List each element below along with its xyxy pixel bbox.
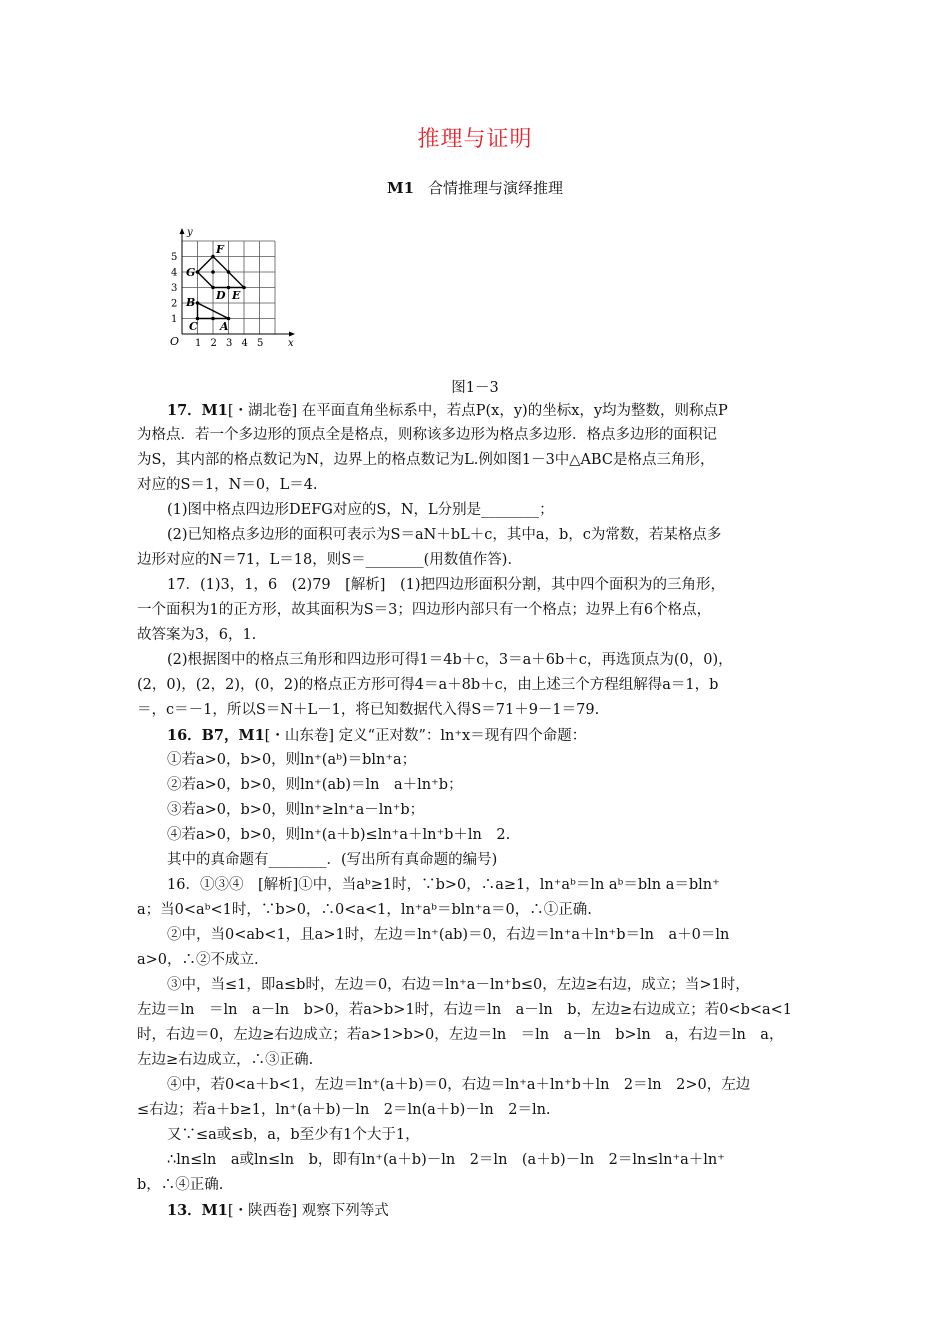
- point-label-e: E: [232, 289, 241, 302]
- point-label-f: F: [216, 243, 224, 256]
- lattice-figure: [164, 222, 304, 352]
- text-line: [137, 1023, 817, 1048]
- line-text: ③中，当≤1，即a≤b时，左边＝0，右边＝ln⁺a－ln⁺b≤0，左边≥右边，成立；当>1时，: [167, 977, 750, 993]
- text-line: [137, 748, 817, 773]
- text-line: [137, 1123, 817, 1148]
- text-line: [137, 898, 817, 923]
- line-text: 为格点．若一个多边形的顶点全是格点，则称该多边形为格点多边形．格点多边形的面积记: [137, 427, 717, 443]
- line-text: (2，0)，(2，2)，(0，2)的格点正方形可得4＝a＋8b＋c，由上述三个方程组解得a＝1，b: [137, 677, 719, 693]
- figure-caption: 图1－3: [451, 380, 499, 396]
- text-line: [137, 1073, 817, 1098]
- text-line: [137, 573, 817, 598]
- x-axis-arrow: [289, 332, 295, 337]
- line-text: ①若a>0，b>0，则ln⁺(aᵇ)＝bln⁺a；: [167, 752, 417, 768]
- text-line: [137, 723, 817, 748]
- line-text: a>0，∴②不成立.: [137, 952, 259, 968]
- text-line: [137, 523, 817, 548]
- text-line: [137, 698, 817, 723]
- text-line: [137, 448, 817, 473]
- x-tick-4: 4: [241, 338, 248, 349]
- line-text: (1)图中格点四边形DEFG对应的S，N，L分别是________；: [167, 502, 554, 518]
- y-tick-5: 5: [171, 252, 178, 263]
- line-text: 左边≥右边成立，∴③正确.: [137, 1052, 314, 1068]
- line-text: b，∴④正确.: [137, 1177, 224, 1193]
- y-axis-arrow: [180, 228, 185, 234]
- point-label-d: D: [216, 289, 226, 302]
- text-line: [137, 823, 817, 848]
- text-line: [137, 948, 817, 973]
- text-line: [137, 773, 817, 798]
- line-text: ∴ln≤ln a或ln≤ln b，即有ln⁺(a＋b)－ln 2＝ln (a＋b)－ln 2＝ln≤ln⁺a＋ln⁺: [167, 1152, 725, 1168]
- x-tick-2: 2: [210, 338, 217, 349]
- line-text: 时，右边＝0，左边≥右边成立；若a>1>b>0，左边＝ln ＝ln a－ln b>ln a，右边＝ln a，: [137, 1027, 784, 1043]
- line-text: 故答案为3，6，1.: [137, 627, 257, 643]
- section-code: M1: [386, 179, 415, 197]
- line-text: [・湖北卷] 在平面直角坐标系中，若点P(x，y)的坐标x，y均为整数，则称点P: [227, 403, 728, 419]
- text-line: [137, 1098, 817, 1123]
- origin-label: O: [170, 335, 180, 348]
- y-axis-label: y: [187, 227, 193, 238]
- line-text: ④中，若0<a＋b<1，左边＝ln⁺(a＋b)＝0，右边＝ln⁺a＋ln⁺b＋ln 2＝ln 2>0，左边: [167, 1077, 751, 1093]
- problem-code: 16．B7，M1: [167, 727, 265, 744]
- text-line: [137, 873, 817, 898]
- line-text: 对应的S＝1，N＝0，L＝4.: [137, 477, 318, 493]
- text-line: [137, 648, 817, 673]
- line-text: ④若a>0，b>0，则ln⁺(a＋b)≤ln⁺a＋ln⁺b＋ln 2.: [167, 827, 511, 843]
- point-label-g: G: [186, 266, 196, 279]
- line-text: ≤右边；若a＋b≥1，ln⁺(a＋b)－ln 2＝ln(a＋b)－ln 2＝ln.: [137, 1102, 551, 1118]
- line-text: 16．①③④ [解析]①中，当aᵇ≥1时，∵b>0，∴a≥1，ln⁺aᵇ＝ln aᵇ＝bln a＝bln⁺: [167, 877, 720, 893]
- section-name: 合情推理与演绎推理: [428, 179, 564, 197]
- text-line: [137, 848, 817, 873]
- line-text: (2)根据图中的格点三角形和四边形可得1＝4b＋c，3＝a＋6b＋c，再选顶点为(0，0)，: [167, 652, 733, 668]
- text-line: [137, 548, 817, 573]
- page-title: 推理与证明: [417, 127, 533, 152]
- text-line: [137, 1173, 817, 1198]
- text-line: [137, 598, 817, 623]
- line-text: 17．(1)3，1，6 (2)79 [解析] (1)把四边形面积分割，其中四个面积为的三角形，: [167, 577, 726, 593]
- point-label-c: C: [189, 320, 198, 333]
- line-text: ②若a>0，b>0，则ln⁺(ab)＝ln a＋ln⁺b；: [167, 777, 463, 793]
- text-line: [137, 998, 817, 1023]
- text-line: [137, 498, 817, 523]
- text-line: [137, 673, 817, 698]
- point-label-b: B: [186, 296, 196, 309]
- y-tick-3: 3: [171, 283, 178, 294]
- line-text: (2)已知格点多边形的面积可表示为S＝aN＋bL＋c，其中a，b，c为常数，若某格点多: [167, 527, 722, 543]
- text-line: [137, 473, 817, 498]
- x-tick-5: 5: [257, 338, 264, 349]
- y-tick-2: 2: [171, 298, 178, 310]
- x-axis-label: x: [288, 338, 294, 349]
- text-line: [137, 1048, 817, 1073]
- document-body: [137, 398, 817, 1223]
- x-tick-3: 3: [226, 338, 233, 349]
- y-tick-4: 4: [171, 267, 178, 279]
- line-text: ＝，c＝－1，所以S＝N＋L－1，将已知数据代入得S＝71＋9－1＝79.: [137, 702, 600, 718]
- problem-code: 13．M1: [167, 1202, 228, 1219]
- x-tick-1: 1: [195, 338, 202, 349]
- text-line: [137, 623, 817, 648]
- text-line: [137, 423, 817, 448]
- line-text: 边形对应的N＝71，L＝18，则S＝________(用数值作答)．: [137, 552, 522, 568]
- line-text: [・陕西卷] 观察下列等式: [227, 1203, 389, 1219]
- line-text: 一个面积为1的正方形，故其面积为S＝3；四边形内部只有一个格点；边界上有6个格点，: [137, 602, 712, 618]
- text-line: [137, 973, 817, 998]
- text-line: [137, 1198, 817, 1223]
- text-line: [137, 398, 817, 423]
- line-text: ③若a>0，b>0，则ln⁺≥ln⁺a－ln⁺b；: [167, 802, 425, 818]
- y-tick-1: 1: [171, 314, 178, 325]
- line-text: 为S，其内部的格点数记为N，边界上的格点数记为L.例如图1－3中△ABC是格点三角形，: [137, 452, 715, 468]
- line-text: ②中，当0<ab<1，且a>1时，左边＝ln⁺(ab)＝0，右边＝ln⁺a＋ln⁺b＝ln a＋0＝ln: [167, 927, 730, 943]
- point-label-a: A: [220, 320, 229, 333]
- line-text: 又∵≤a或≤b，a，b至少有1个大于1，: [167, 1127, 420, 1143]
- text-line: [137, 1148, 817, 1173]
- text-line: [137, 798, 817, 823]
- line-text: a；当0<aᵇ<1时，∵b>0，∴0<a<1，ln⁺aᵇ＝bln⁺a＝0，∴①正确.: [137, 902, 592, 918]
- line-text: [・山东卷] 定义“正对数”：ln⁺x＝现有四个命题：: [264, 728, 587, 744]
- line-text: 左边＝ln ＝ln a－ln b>0，若a>b>1时，右边＝ln a－ln b，左边≥右边成立；若0<b<a<1: [137, 1002, 793, 1018]
- text-line: [137, 923, 817, 948]
- section-heading: [0, 177, 950, 198]
- problem-code: 17．M1: [167, 402, 228, 419]
- line-text: 其中的真命题有________．(写出所有真命题的编号): [167, 852, 498, 868]
